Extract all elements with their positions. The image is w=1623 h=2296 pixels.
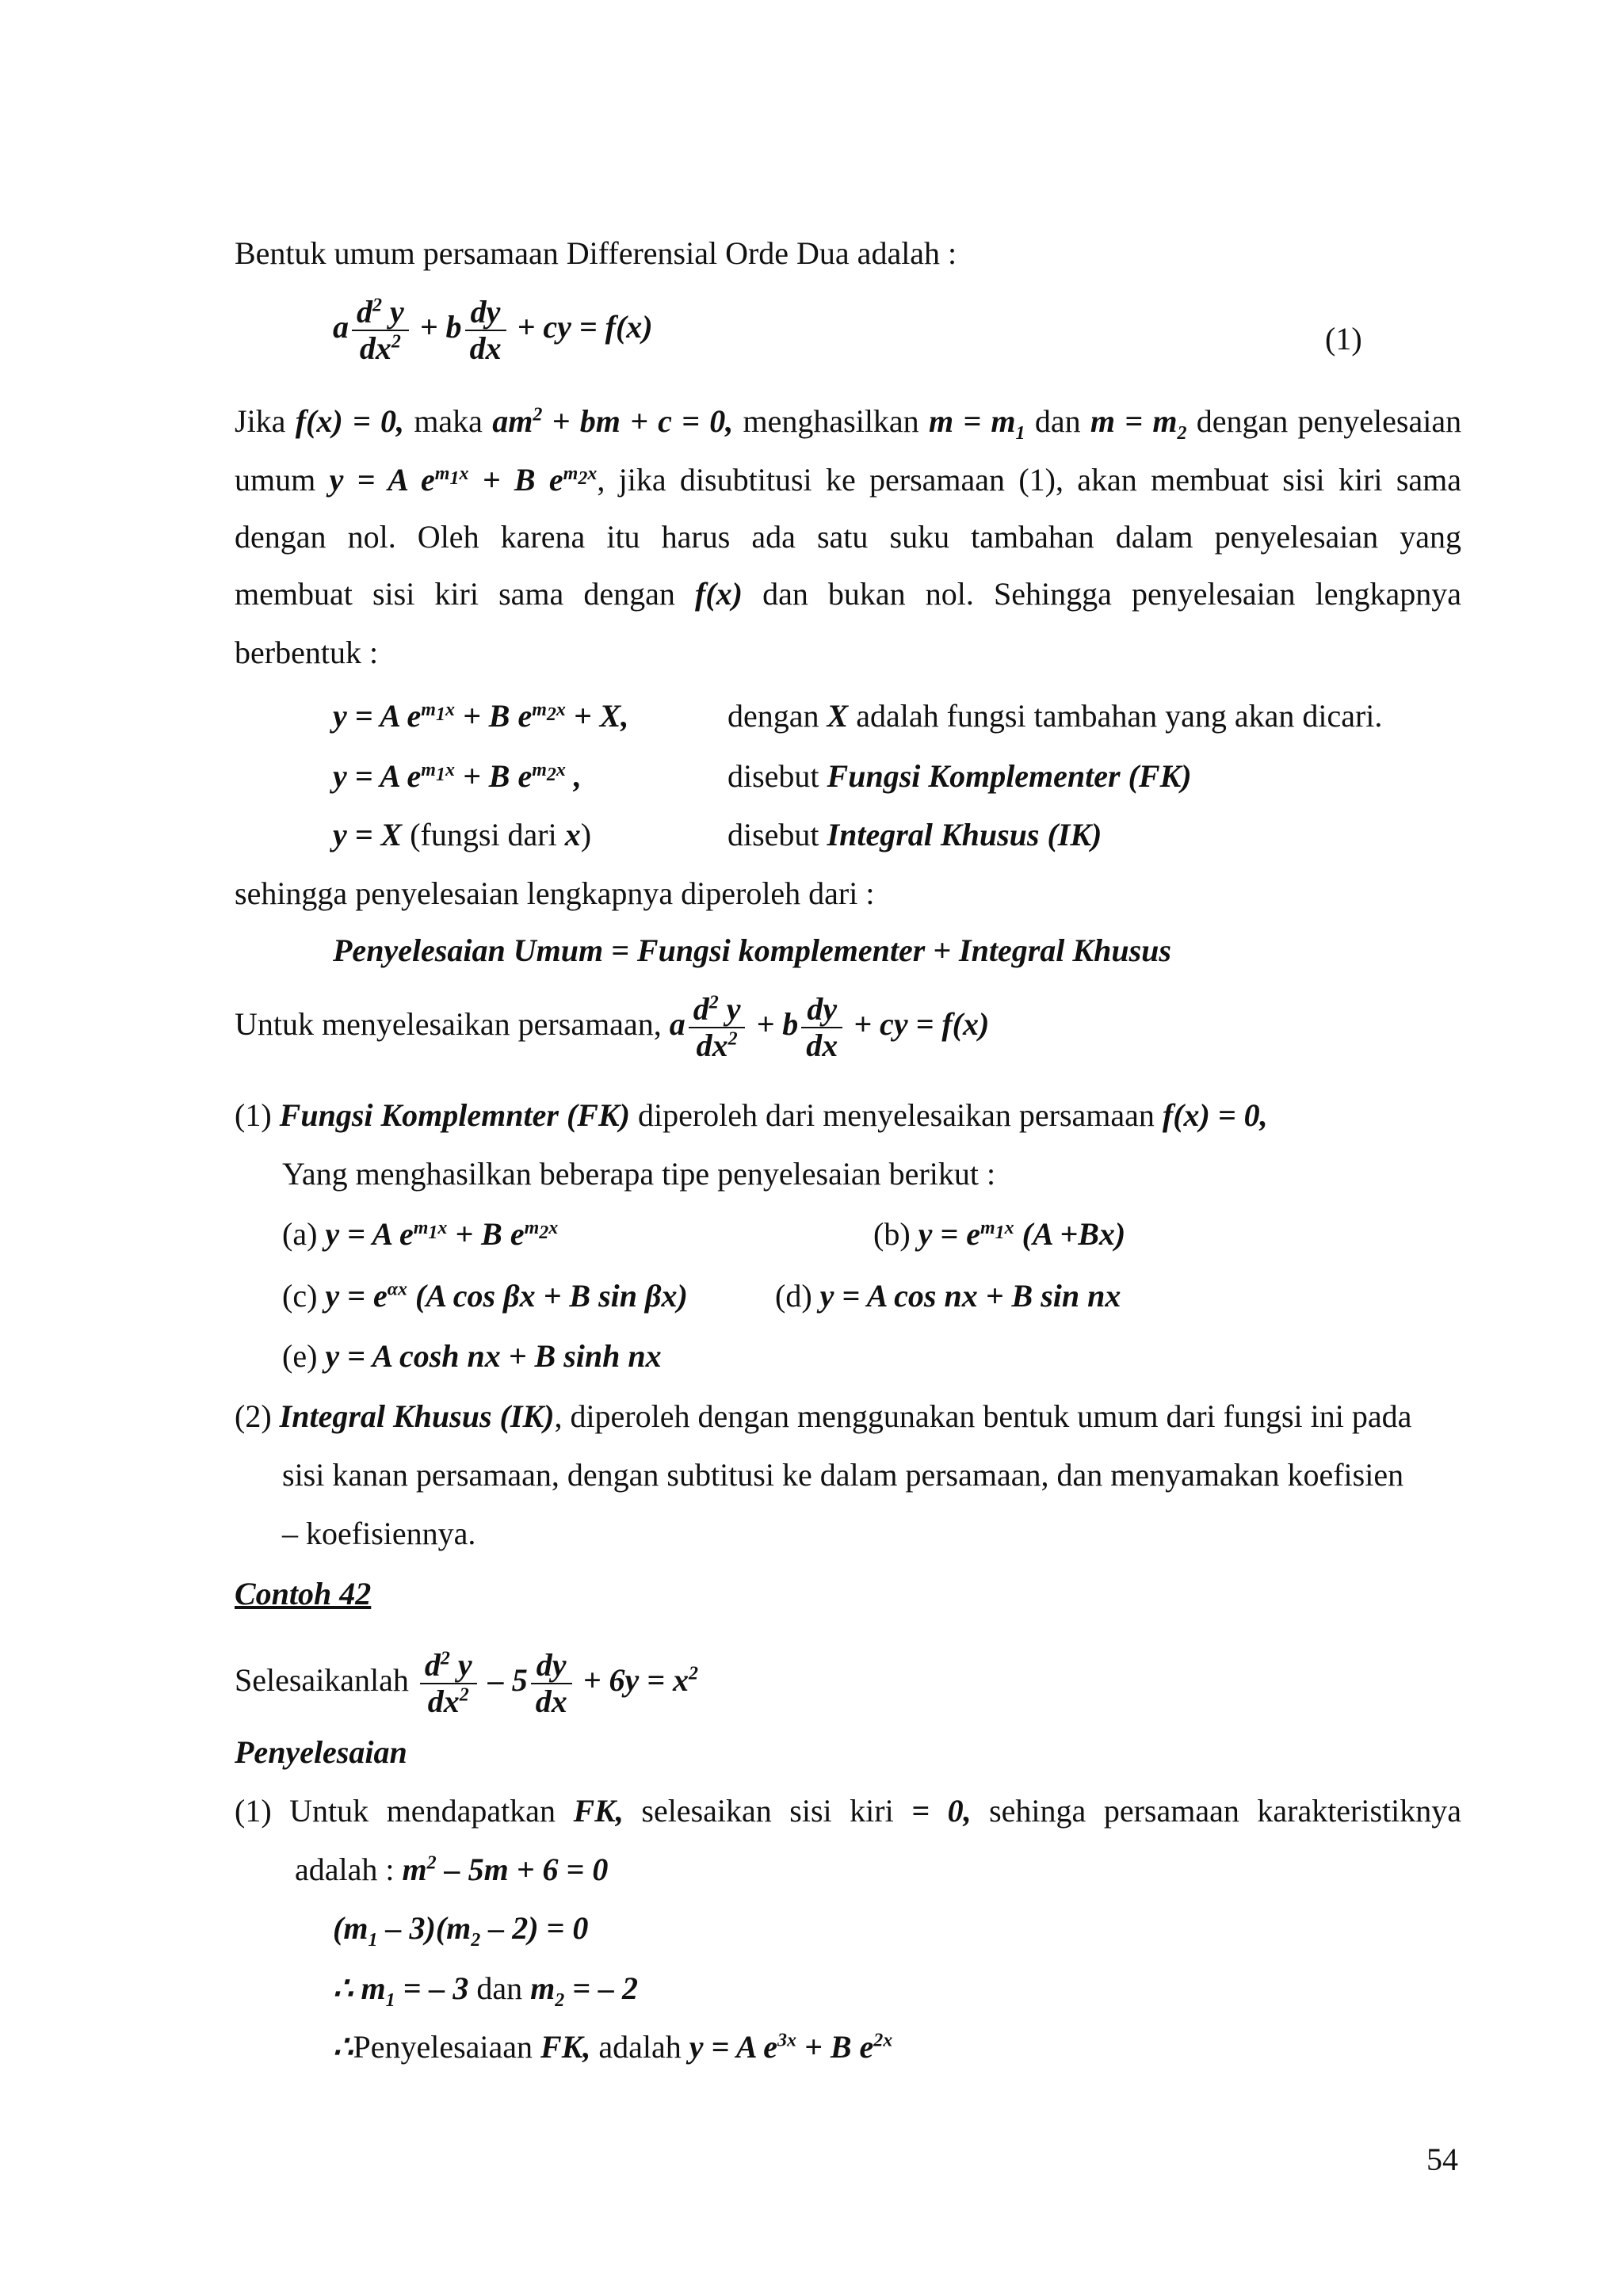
step2-line2: sisi kanan persamaan, dengan subtitusi ke dalam persamaan, dan menyamakan koefisien xyxy=(282,1457,1404,1493)
t: y = e xyxy=(325,1278,388,1314)
t: f(x) = 0, xyxy=(295,403,405,439)
t: y = e xyxy=(918,1216,980,1252)
step1-line1 xyxy=(235,1097,1268,1135)
t: + B e xyxy=(455,1216,525,1252)
para1-line2: umum y = A $e^{m_1x} + B$ $e^{m_2x}$, jika disubtitusi ke persamaan (1), akan membuat sisi kiri sama xyxy=(235,462,1462,498)
t: = 0, xyxy=(911,1793,972,1829)
t: d xyxy=(693,991,709,1027)
t: y = A cosh nx + B sinh nx xyxy=(325,1338,662,1374)
t: (fungsi dari xyxy=(410,817,557,852)
t: Integral Khusus (IK) xyxy=(279,1398,555,1434)
t: dx xyxy=(535,1684,567,1719)
t: dy xyxy=(801,992,842,1028)
untuk-line xyxy=(235,992,989,1063)
form-row1-eq: y = A $e^{m_1x} + B$ $e^{m_2x} + X$, xyxy=(333,698,629,734)
t: selesaikan sisi kiri xyxy=(641,1793,894,1829)
form-row1-desc xyxy=(727,697,1382,735)
equation-1 xyxy=(333,295,653,366)
untuk-text: Untuk menyelesaikan persamaan, xyxy=(235,1006,662,1043)
t: Fungsi Komplemnter (FK) xyxy=(279,1097,630,1133)
t: ) xyxy=(580,817,592,852)
solution-line5: ∴Penyelesaiaan FK, adalah y = A $e^{3x} + B$ $e^{2x}$ xyxy=(333,2029,893,2065)
sehingga-text: sehingga penyelesaian lengkapnya diperoleh dari : xyxy=(235,875,875,911)
t: (A +Bx) xyxy=(1022,1216,1126,1252)
t: f(x) xyxy=(694,576,743,612)
t: + B e xyxy=(462,698,533,734)
para1-line3: dengan nol. Oleh karena itu harus ada satu suku tambahan dalam penyelesaian yang xyxy=(235,519,1461,555)
t: (c) xyxy=(282,1278,318,1314)
type-d xyxy=(775,1277,1121,1315)
t: (e) xyxy=(282,1338,318,1374)
t: umum xyxy=(235,462,316,498)
t: adalah fungsi tambahan yang akan dicari. xyxy=(856,698,1383,734)
t: Integral Khusus (IK) xyxy=(827,817,1102,852)
t: y = A e xyxy=(329,462,435,498)
t: dx xyxy=(806,1028,838,1063)
page-number: 54 xyxy=(1426,2142,1458,2177)
t: m xyxy=(361,1970,386,2006)
t: x xyxy=(564,817,581,852)
untuk-frac-dy xyxy=(801,992,842,1063)
t: dan bukan nol. Sehingga penyelesaian lengkapnya xyxy=(762,576,1462,612)
t: + 6y = x xyxy=(582,1662,689,1699)
example-title: Contoh 42 xyxy=(235,1576,372,1611)
t: = – 2 xyxy=(572,1970,639,2006)
t: – 3)(m xyxy=(385,1910,472,1946)
form-row2-eq: y = A $e^{m_1x} + B$ $e^{m_2x}$ , xyxy=(333,758,582,794)
t: dy xyxy=(531,1648,572,1684)
eq1-plus-b: + b xyxy=(419,309,462,345)
t: disebut xyxy=(727,758,819,794)
solution-line3: $(m_1 - 3)(m_2 - 2) = 0$ xyxy=(333,1910,589,1951)
t: disebut xyxy=(727,817,819,852)
t: m = m xyxy=(928,403,1016,439)
t: maka xyxy=(414,403,483,439)
type-a: (a) y = A $e^{m_1x} + B$ $e^{m_2x}$ xyxy=(282,1216,559,1252)
t: Jika xyxy=(235,403,286,439)
t: y = A e xyxy=(325,1216,414,1252)
eq1-frac-d2y: $\frac{d^2 y}{dx^2}$ xyxy=(352,295,409,366)
t: X xyxy=(827,698,849,734)
t: m = m xyxy=(1090,403,1178,439)
t: (m xyxy=(333,1910,369,1946)
t: am xyxy=(492,403,533,439)
step2-line1 xyxy=(235,1398,1411,1436)
form-row3-desc xyxy=(727,816,1102,854)
t: = – 3 xyxy=(403,1970,469,2006)
step2-line3: – koefisiennya. xyxy=(282,1516,476,1551)
eq1-dx: dx xyxy=(469,330,502,366)
t: + B e xyxy=(482,462,563,498)
t: dengan penyelesaian xyxy=(1196,403,1462,439)
t: diperoleh dari menyelesaikan persamaan xyxy=(637,1097,1155,1133)
t: (d) xyxy=(775,1278,812,1314)
eq1-dy: dy xyxy=(465,295,506,331)
solution-line4: ∴ $m_1$ = – 3 dan $m_2$ = – 2 xyxy=(333,1970,639,2011)
t: + cy = f(x) xyxy=(854,1006,990,1043)
eq1-frac-dy xyxy=(465,295,506,366)
solution-line1 xyxy=(235,1792,1461,1830)
t: Penyelesaiaan xyxy=(353,2029,533,2065)
t: (a) xyxy=(282,1216,318,1252)
t: (1) xyxy=(235,1793,272,1829)
t: membuat sisi kiri sama dengan xyxy=(235,576,675,612)
t: dengan xyxy=(727,698,819,734)
t: , jika disubtitusi ke persamaan (1), akan membuat sisi kiri sama xyxy=(597,462,1462,498)
t: + B e xyxy=(804,2029,874,2065)
t: + X, xyxy=(573,698,629,734)
t: , diperoleh dengan menggunakan bentuk umum dari fungsi ini pada xyxy=(554,1398,1412,1434)
intro-text: Bentuk umum persamaan Differensial Orde Dua adalah : xyxy=(235,235,957,271)
type-c: (c) $y = e^{\alpha x}$ (A cos βx + B sin βx) xyxy=(282,1278,688,1314)
t: dan xyxy=(1034,403,1081,439)
solution-title: Penyelesaian xyxy=(235,1734,407,1770)
t: FK, xyxy=(540,2029,591,2065)
type-b: (b) $y = e^{m_1x}$ (A +Bx) xyxy=(873,1216,1126,1252)
eq1-d: d xyxy=(357,294,372,330)
eq1-rest: + cy = f(x) xyxy=(517,309,653,345)
t: sehinga persamaan karakteristiknya xyxy=(989,1793,1462,1829)
t: y = A e xyxy=(333,758,422,794)
t: (2) xyxy=(235,1398,272,1434)
t: + bm + c = 0, xyxy=(552,403,734,439)
form-row2-desc xyxy=(727,757,1192,795)
step1-line2: Yang menghasilkan beberapa tipe penyelesaian berikut : xyxy=(282,1156,996,1192)
t: y = X xyxy=(333,817,403,852)
example-equation: Selesaikanlah $\frac{d^2 y}{dx^2}$ – 5 $\frac{dy}{dx}$ + $6y = x^2$ xyxy=(235,1647,699,1719)
t: y = A e xyxy=(333,698,422,734)
t: adalah : xyxy=(295,1852,395,1887)
t: + b xyxy=(756,1006,799,1043)
para1-line1: Jika f(x) = 0, maka $am^2$ + bm + c = 0, menghasilkan $m = m_1$ dan $m = m_2$ dengan penyelesaian xyxy=(235,403,1462,444)
t: – 2) = 0 xyxy=(488,1910,589,1946)
t: dan xyxy=(476,1970,523,2006)
t: (b) xyxy=(873,1216,911,1252)
para1-line4 xyxy=(235,575,1461,613)
therefore-symbol: ∴ xyxy=(333,1970,353,2006)
t: Selesaikanlah xyxy=(235,1662,409,1699)
untuk-frac-d2y: $\frac{d^2 y}{dx^2}$ xyxy=(689,992,746,1063)
t: f(x) = 0, xyxy=(1162,1097,1268,1133)
t: + B e xyxy=(462,758,533,794)
t: d xyxy=(424,1647,441,1683)
para1-line5: berbentuk : xyxy=(235,635,379,670)
t: menghasilkan xyxy=(743,403,919,439)
t: a xyxy=(669,1006,685,1043)
form-row3-eq xyxy=(333,816,591,854)
t: y = A cos nx + B sin nx xyxy=(819,1278,1121,1314)
example-frac-d2y: $\frac{d^2 y}{dx^2}$ xyxy=(420,1648,477,1719)
t: (A cos βx + B sin βx) xyxy=(415,1278,688,1314)
t: y = A e xyxy=(689,2029,778,2065)
t: Fungsi Komplementer (FK) xyxy=(827,758,1192,794)
t: FK, xyxy=(573,1793,624,1829)
equation-number: (1) xyxy=(1325,321,1362,357)
solution-line2: adalah : $m^2 - 5m + 6 = 0$ xyxy=(295,1852,609,1887)
t: m xyxy=(402,1852,427,1887)
eq1-coef-a: a xyxy=(333,309,349,345)
t: (1) xyxy=(235,1097,272,1133)
t: – 5 xyxy=(487,1662,528,1699)
t: adalah xyxy=(598,2029,682,2065)
example-frac-dy xyxy=(531,1648,572,1719)
t: Untuk mendapatkan xyxy=(289,1793,556,1829)
t: m xyxy=(530,1970,556,2006)
type-e xyxy=(282,1337,662,1375)
general-solution: Penyelesaian Umum = Fungsi komplementer + Integral Khusus xyxy=(333,933,1171,968)
t: – 5m + 6 = 0 xyxy=(444,1852,609,1887)
t: , xyxy=(573,758,582,794)
therefore-symbol: ∴ xyxy=(333,2029,353,2065)
